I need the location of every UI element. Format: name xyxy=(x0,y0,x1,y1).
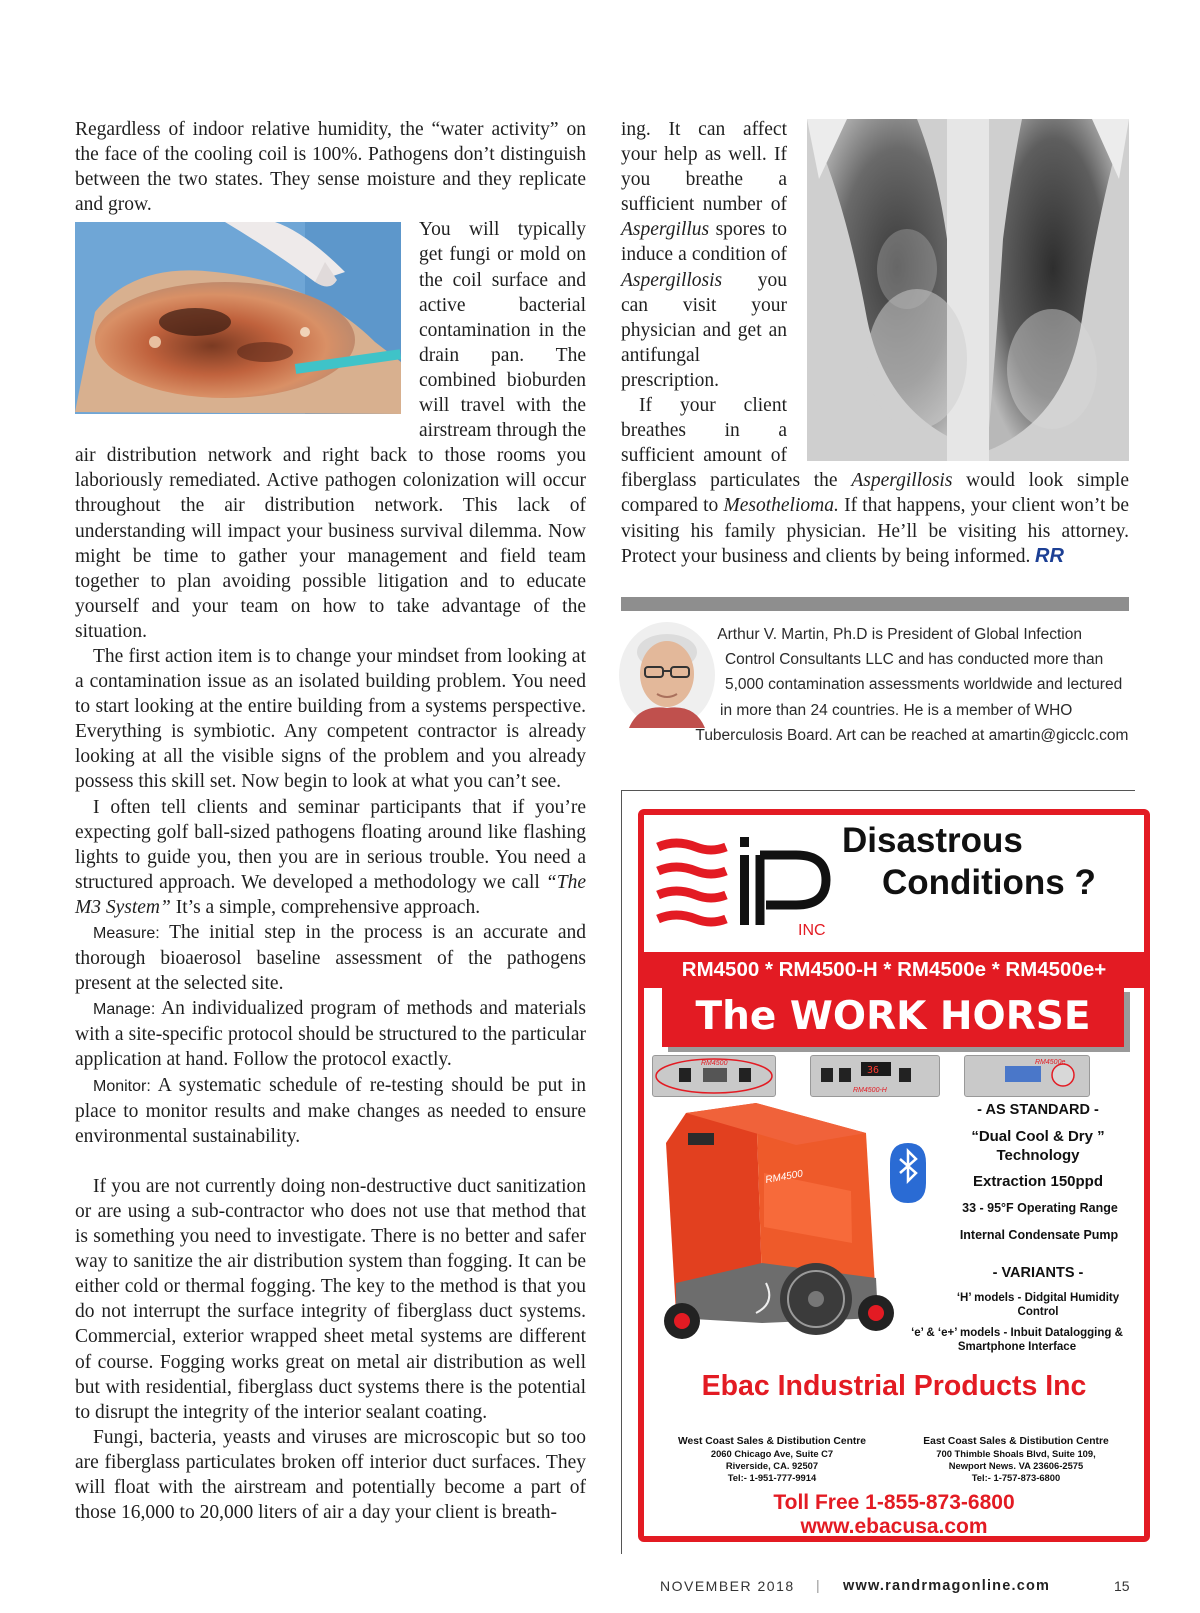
paragraph: Regardless of indoor relative humidity, the “water activity” on the face of the cooling coil is 100%. Pathogens don’t distinguish between the two states. They sense moisture and they replicate and grow. xyxy=(75,119,586,216)
paragraph: If you are not currently doing non-destructive duct sanitization or are using a sub-contractor who does not use that method that is something you need to investigate. There is no better and safer way to sanitize the air distribution system than fogging. It can be either cold or thermal fogging. The key to the method is that you do not interrupt the surface integrity of fiberglass duct systems. Commercial, exterior wrapped sheet metal systems are different of course. Fogging works great on metal air distribution as well but with residential, fiberglass duct systems there is the potential to disrupt the integrity of the interior sealant coating. xyxy=(75,1175,586,1423)
author-bio xyxy=(621,622,1129,748)
text-span: I often tell clients and seminar participants that if you’re expecting golf ball-sized pathogens floating around like flashing lights to guide you, then you are in serious trouble. You need a structured approach. We developed a methodology we call xyxy=(75,796,586,893)
paragraph xyxy=(75,1073,586,1149)
ad-standard-title: - AS STANDARD - xyxy=(977,1102,1099,1118)
ad-models-bar: RM4500 * RM4500-H * RM4500e * RM4500e+ xyxy=(644,952,1144,988)
paragraph: Fungi, bacteria, yeasts and viruses are microscopic but so too are fiberglass particulates broken off interior duct surfaces. They will float with the airstream and potentially become a part of those 16,000 to 20,000 liters of air a day your client is breath- xyxy=(75,1426,586,1524)
west-coast-address xyxy=(656,1436,888,1484)
text-span: you can visit your physician and get an antifungal prescription. xyxy=(621,269,787,391)
address-line: Newport News. VA 23606-2575 xyxy=(948,1460,1084,1471)
rr-end-mark-logo xyxy=(1035,545,1065,564)
footer-issue: NOVEMBER 2018 xyxy=(660,1578,795,1594)
paragraph: The first action item is to change your mindset from looking at a contamination issue as an isolated building problem. You need to start looking at the entire building from a systems perspective. Everything is symbiotic. Any competent contractor is already looking at all the visible signs of the problem and you already possess this skill set. Now begin to look at what you can’t see. xyxy=(75,645,586,793)
address-line: Tel:- 1-757-873-6800 xyxy=(971,1472,1061,1483)
text-span: ing. It can affect your help as well. If you breathe a sufficient number of xyxy=(621,119,787,216)
text-span: It’s a simple, comprehensive approach. xyxy=(170,896,481,918)
svg-text:RM4500: RM4500 xyxy=(701,1060,728,1067)
ad-company-name: Ebac Industrial Products Inc xyxy=(701,1370,1087,1402)
page-number: 15 xyxy=(1114,1578,1130,1594)
ad-workhorse-banner: The WORK HORSE xyxy=(662,987,1124,1047)
paragraph xyxy=(75,996,586,1072)
paragraph: You will typically get fungi or mold on the coil surface and active bacterial contamination in the drain pan. The combined bioburden will travel with the airstream through the air distribution network and right back to those rooms you laboriously remediated. Active pathogen colonization will occur throughout the air distribution network. This lack of understanding will impact your business survival dilemma. Now might be time to gather your management and field team together to plan avoiding possible litigation and to educate yourself and your team on how to take advantage of the situation. xyxy=(75,219,586,642)
manage-label: Manage: xyxy=(93,1001,156,1019)
ad-standard-item: 33 - 95°F Operating Range xyxy=(962,1201,1118,1215)
text-span: If your client breathes in a sufficient amount of fiberglass particulates the xyxy=(621,395,852,492)
ad-variant-item: ‘e’ & ‘e+’ models - Inbuit Datalogging & Smartphone Interface xyxy=(911,1327,1123,1353)
rm4500-dehumidifier-image xyxy=(646,1103,944,1353)
address-line: 2060 Chicago Ave, Suite C7 xyxy=(710,1448,834,1459)
ad-standard-item: Internal Condensate Pump xyxy=(959,1228,1119,1242)
address-line: Tel:- 1-951-777-9914 xyxy=(727,1472,817,1483)
chest-xray-image xyxy=(807,119,1129,461)
svg-text:RM4500-H: RM4500-H xyxy=(853,1087,887,1094)
ebac-advertisement xyxy=(638,809,1150,1542)
text-span: An individualized program of methods and materials with a site-specific protocol should be structured to the particular application at hand. Follow the protocol exactly. xyxy=(75,998,586,1071)
footer-separator: | xyxy=(816,1577,820,1593)
article-left-column xyxy=(75,117,586,1525)
article-right-column xyxy=(621,117,1129,569)
text-span: The initial step in the process is an accurate and thorough bioaerosol baseline assessment of the pathogens present at the selected site. xyxy=(75,922,586,995)
address-title: East Coast Sales & Distibution Centre xyxy=(923,1436,1109,1447)
address-line: 700 Thimble Shoals Blvd, Suite 109, xyxy=(936,1448,1096,1459)
coil-contamination-photo xyxy=(75,222,401,414)
svg-text:RR: RR xyxy=(1035,544,1065,564)
paragraph xyxy=(75,795,586,920)
address-title: West Coast Sales & Distibution Centre xyxy=(677,1436,867,1447)
svg-text:RM4500e: RM4500e xyxy=(1035,1059,1066,1066)
text-span: spores to induce a condition of xyxy=(621,219,787,266)
ad-standard-item: Extraction 150ppd xyxy=(972,1173,1104,1190)
text-span: If that happens, your client won’t be visiting his family physician. He’ll be visiting his attorney. Protect your business and clients by being informed. xyxy=(621,495,1130,567)
text-emphasis: Aspergillosis xyxy=(851,470,953,492)
control-panel-rm4500e xyxy=(964,1055,1090,1097)
ad-website: www.ebacusa.com xyxy=(800,1515,988,1538)
text-emphasis: Aspergillosis xyxy=(621,269,723,291)
ad-headline-1: Disastrous xyxy=(842,821,1023,860)
ad-toll-free: Toll Free 1-855-873-6800 xyxy=(773,1491,1015,1514)
control-panel-rm4500-h xyxy=(810,1055,940,1097)
ad-variant-item: ‘H’ models - Didgital Humidity Control xyxy=(956,1292,1120,1318)
ip-inc-logo xyxy=(656,835,836,945)
logo-inc-text: INC xyxy=(798,922,826,939)
footer-website[interactable]: www.randrmagonline.com xyxy=(843,1578,1051,1594)
author-portrait xyxy=(619,622,715,728)
text-span: A systematic schedule of re-testing should be put in place to monitor results and make changes as needed to ensure environmental sustainability. xyxy=(75,1074,586,1147)
text-emphasis: Mesothelioma. xyxy=(723,495,839,517)
text-span: would look simple compared to xyxy=(621,470,1130,517)
address-line: Riverside, CA. 92507 xyxy=(725,1460,819,1471)
paragraph xyxy=(75,920,586,996)
monitor-label: Monitor: xyxy=(93,1077,151,1095)
text-emphasis: Aspergillus xyxy=(621,219,710,241)
system-name: “The M3 System” xyxy=(75,871,586,918)
ad-headline-2: Conditions ? xyxy=(882,863,1096,902)
bio-divider-bar xyxy=(621,597,1129,611)
measure-label: Measure: xyxy=(93,925,160,942)
ad-standard-item: “Dual Cool & Dry ” Technology xyxy=(971,1128,1105,1164)
bio-text: Arthur V. Martin, Ph.D is President of Global Infection Control Consultants LLC and has conducted more than 5,000 contamination assessments worldwide and lectured in more than 24 countries. He is a member of WHO Tuberculosis Board. Art can be reached at amartin@gicclc.com xyxy=(695,626,1129,744)
svg-text:36: 36 xyxy=(867,1065,880,1076)
svg-text:RM4500: RM4500 xyxy=(764,1168,804,1186)
control-panel-rm4500 xyxy=(652,1055,776,1097)
ad-variants-title: - VARIANTS - xyxy=(992,1265,1084,1281)
east-coast-address xyxy=(900,1436,1132,1484)
